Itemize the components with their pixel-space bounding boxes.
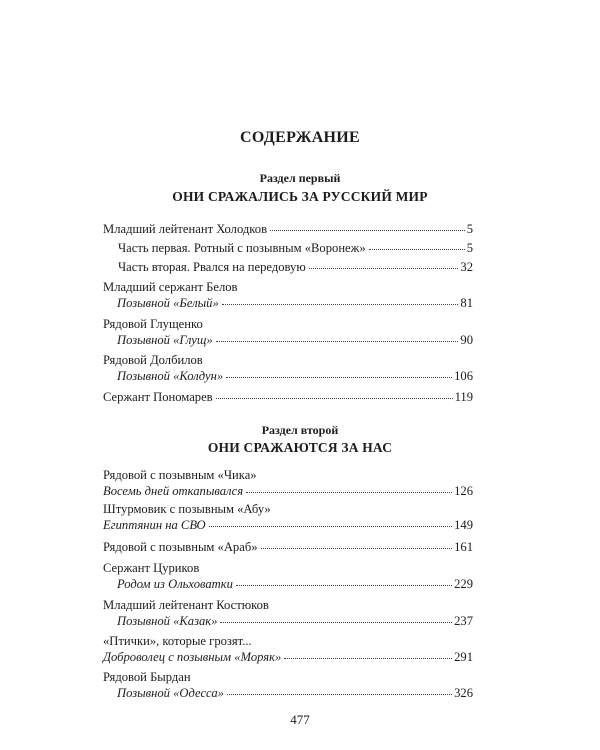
- entry-page: 32: [460, 260, 473, 274]
- dot-leader: [226, 376, 452, 378]
- entry-page: 126: [454, 484, 473, 498]
- dot-leader: [236, 584, 452, 586]
- entry-page: 90: [460, 333, 473, 347]
- entry-text: Рядовой с позывным «Араб»: [103, 540, 258, 554]
- toc-entry: [103, 560, 473, 592]
- entry-text: «Птички», которые грозят...: [103, 634, 252, 648]
- dot-leader: [284, 657, 452, 659]
- section-1-label: Раздел первый: [259, 171, 341, 185]
- entry-page: 229: [454, 577, 473, 591]
- toc-entry: [103, 316, 473, 348]
- section-1-title: ОНИ СРАЖАЛИСЬ ЗА РУССКИЙ МИР: [172, 189, 428, 204]
- entry-text: Сержант Цуриков: [103, 561, 200, 575]
- dot-leader: [246, 491, 452, 493]
- entry-subtitle: Родом из Ольховатки: [117, 577, 233, 591]
- entry-page: 326: [454, 686, 473, 700]
- toc-entry: [103, 352, 473, 384]
- entry-subtitle: Позывной «Белый»: [117, 296, 219, 310]
- entry-page: 291: [454, 650, 473, 664]
- toc-entry: [103, 539, 473, 555]
- entry-text: Штурмовик с позывным «Абу»: [103, 502, 271, 516]
- entry-text: Младший лейтенант Костюков: [103, 598, 269, 612]
- entry-page: 237: [454, 614, 473, 628]
- entry-page: 161: [454, 540, 473, 554]
- entry-text: Рядовой с позывным «Чика»: [103, 468, 257, 482]
- entry-subtitle: Позывной «Казак»: [117, 614, 218, 628]
- entry-text: Сержант Пономарев: [103, 390, 213, 404]
- dot-leader: [261, 547, 453, 549]
- dot-leader: [309, 267, 459, 269]
- dot-leader: [220, 621, 452, 623]
- toc-entry: [103, 389, 473, 405]
- toc-entry: [118, 240, 473, 256]
- entry-text: Младший лейтенант Холодков: [103, 222, 268, 236]
- entry-subtitle: Доброволец с позывным «Моряк»: [103, 650, 282, 664]
- entry-page: 149: [454, 518, 473, 532]
- toc-entry: [118, 259, 473, 275]
- dot-leader: [270, 229, 465, 231]
- dot-leader: [227, 693, 452, 695]
- toc-entry: [103, 501, 473, 533]
- entry-text: Младший сержант Белов: [103, 280, 238, 294]
- entry-page: 119: [454, 390, 473, 404]
- entry-text: Рядовой Долбилов: [103, 353, 203, 367]
- entry-text: Рядовой Бырдан: [103, 670, 191, 684]
- toc-entry: [103, 221, 473, 237]
- entry-text: Рядовой Глущенко: [103, 317, 203, 331]
- dot-leader: [216, 340, 459, 342]
- entry-page: 5: [466, 222, 473, 236]
- entry-page: 106: [454, 369, 473, 383]
- entry-subtitle: Позывной «Глущ»: [117, 333, 213, 347]
- toc-entry: [103, 597, 473, 629]
- toc-entry: [103, 467, 473, 499]
- entry-text: Часть вторая. Рвался на передовую: [118, 260, 306, 274]
- section-2-title: ОНИ СРАЖАЮТСЯ ЗА НАС: [207, 440, 393, 455]
- entry-page: 5: [466, 241, 473, 255]
- entry-text: Часть первая. Ротный с позывным «Воронеж»: [118, 241, 366, 255]
- dot-leader: [209, 525, 453, 527]
- page-number: 477: [290, 712, 310, 727]
- toc-entry: [103, 633, 473, 665]
- section-2-label: Раздел второй: [261, 423, 339, 437]
- toc-entry: [103, 669, 473, 701]
- dot-leader: [369, 248, 465, 250]
- entry-subtitle: Позывной «Одесса»: [117, 686, 224, 700]
- dot-leader: [216, 397, 453, 399]
- dot-leader: [222, 303, 459, 305]
- toc-entry: [103, 279, 473, 311]
- entry-page: 81: [460, 296, 473, 310]
- entry-subtitle: Позывной «Колдун»: [117, 369, 224, 383]
- contents-title: СОДЕРЖАНИЕ: [239, 129, 361, 146]
- entry-subtitle: Восемь дней откапывался: [103, 484, 244, 498]
- entry-subtitle: Египтянин на СВО: [103, 518, 206, 532]
